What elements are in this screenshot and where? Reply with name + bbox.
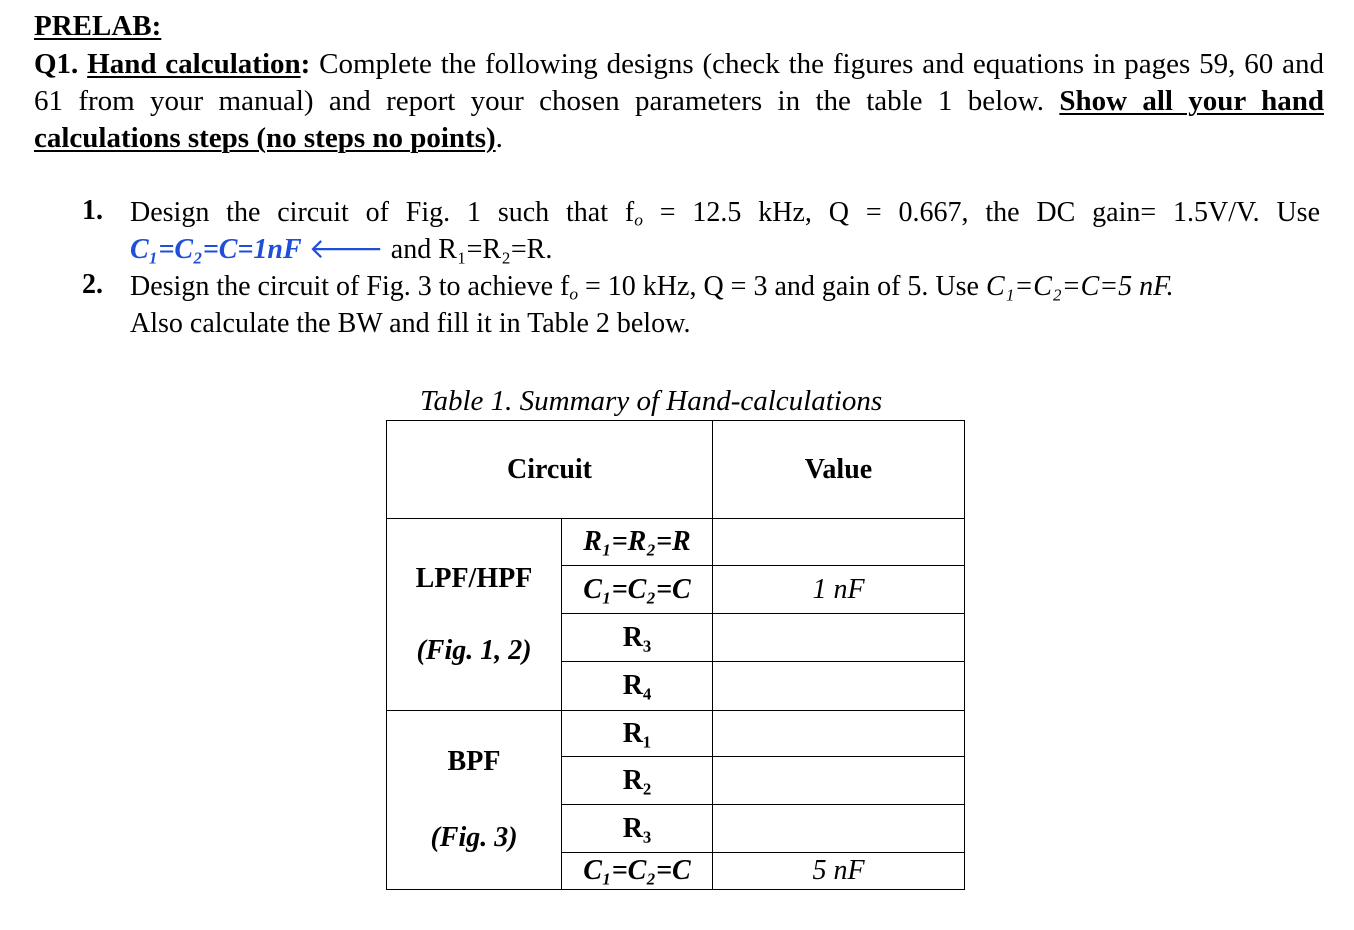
- q1-intro: Complete the following designs (check the figures and equations in pages 59, 60 and 61 from your manual) and report your chosen parameters in the table 1 below.: [34, 48, 1324, 117]
- item-1-number: 1.: [82, 195, 103, 226]
- group-figure: (Fig. 3): [430, 822, 518, 853]
- table-caption: Table 1. Summary of Hand-calculations: [420, 385, 883, 417]
- value-cell[interactable]: [713, 662, 965, 711]
- q1-topic: Hand calculation: [87, 48, 301, 80]
- group-name: BPF: [447, 746, 501, 777]
- param-cell: R₃: [562, 614, 713, 662]
- value-cell[interactable]: [713, 805, 965, 853]
- q1-colon: :: [300, 48, 311, 80]
- prelab-heading: PRELAB:: [34, 10, 162, 42]
- value-cell[interactable]: [713, 519, 965, 566]
- group-figure: (Fig. 1, 2): [416, 634, 532, 666]
- value-cell[interactable]: 5 nF: [713, 853, 965, 890]
- left-arrow-icon: 🡐: [308, 234, 384, 265]
- q1-paragraph: [34, 46, 1324, 157]
- item-1-resistor-text: and R₁=R₂=R.: [390, 234, 553, 265]
- item-2-text-b: = 10 kHz, Q = 3 and gain of 5. Use: [578, 271, 986, 302]
- table-row: [387, 711, 965, 757]
- param-cell: C₁=C₂=C: [562, 566, 713, 614]
- q1-emphasis: Show all your hand calculations steps (no steps no points): [34, 85, 1324, 154]
- value-cell[interactable]: 1 nF: [713, 566, 965, 614]
- param-cell: R₁=R₂=R: [562, 519, 713, 566]
- q1-end: .: [495, 122, 503, 154]
- param-cell: R₄: [562, 662, 713, 711]
- item-2-line-1: [130, 268, 1320, 305]
- item-2-line-2: Also calculate the BW and fill it in Table 2 below.: [130, 308, 691, 339]
- capacitor-value-highlight: C₁=C₂=C=1nF: [130, 234, 302, 265]
- group-bpf: [387, 711, 562, 890]
- param-cell: R₃: [562, 805, 713, 853]
- item-1-text-b: = 12.5 kHz, Q = 0.667, the DC gain= 1.5V/V. Use: [642, 197, 1320, 228]
- header-value: Value: [713, 421, 965, 519]
- item-1-line-2: [130, 231, 552, 268]
- item-1-text-a: Design the circuit of Fig. 1 such that f: [130, 197, 635, 228]
- table-header-row: [387, 421, 965, 519]
- value-cell[interactable]: [713, 757, 965, 805]
- value-cell[interactable]: [713, 614, 965, 662]
- group-name: LPF/HPF: [415, 562, 533, 594]
- item-1-line-1: [130, 194, 1320, 231]
- header-circuit: Circuit: [387, 421, 713, 519]
- hand-calculation-table: [386, 420, 965, 890]
- group-lpf-hpf: [387, 519, 562, 711]
- q1-label: Q1.: [34, 48, 79, 80]
- value-cell[interactable]: [713, 711, 965, 757]
- item-2-f-sub: o: [569, 284, 579, 304]
- param-cell: R₁: [562, 711, 713, 757]
- item-2-text-a: Design the circuit of Fig. 3 to achieve f: [130, 271, 570, 302]
- item-2-number: 2.: [82, 269, 103, 300]
- item-2-capacitor: C₁=C₂=C=5 nF.: [985, 271, 1174, 302]
- item-1-f-sub: o: [634, 210, 643, 230]
- param-cell: R₂: [562, 757, 713, 805]
- table-row: [387, 519, 965, 566]
- param-cell: C₁=C₂=C: [562, 853, 713, 890]
